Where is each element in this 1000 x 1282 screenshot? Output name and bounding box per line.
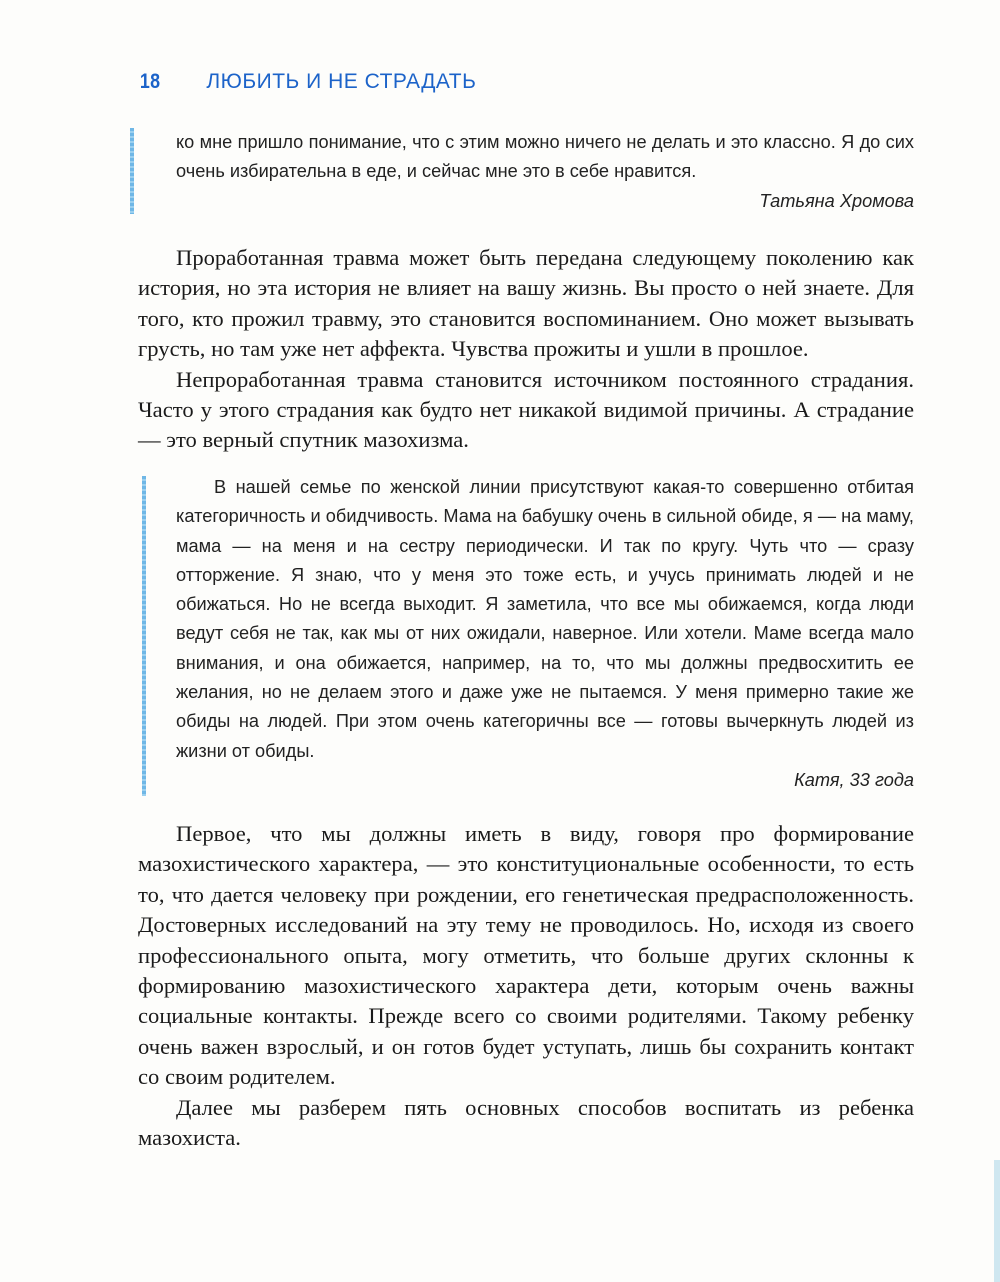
quote-block-2 — [176, 473, 914, 795]
body-section-1 — [138, 243, 914, 456]
quote-2-author: Катя, 33 года — [794, 769, 914, 790]
body-paragraph: Далее мы разберем пять основных способов воспитать из ребенка мазохиста. — [138, 1094, 914, 1151]
running-head — [138, 64, 476, 100]
page-number: 18 — [139, 70, 161, 93]
quote-block-1 — [176, 128, 914, 216]
page-edge-tint — [994, 1160, 1000, 1282]
body-section-2 — [138, 819, 914, 1153]
body-paragraph: Непроработанная травма становится источником постоянного страдания. Часто у этого страдания как будто нет никакой видимой причины. А страдание — это верный спутник мазохизма. — [138, 366, 914, 453]
quote-2-text: В нашей семье по женской линии присутствуют какая-то совершенно отбитая категоричность и обидчивость. Мама на бабушку очень в сильной обиде, я — на маму, мама — на меня и на сестру периодически. И так по кругу. Чуть что — сразу отторжение. Я знаю, что у меня это тоже есть, и учусь принимать людей и не обижаться. Но не всегда выходит. Я заметила, что все мы обижаемся, когда люди ведут себя не так, как мы от них ожидали, наверное. Или хотели. Маме всегда мало внимания, и она обижается, например, на то, что мы должны предвосхитить ее желания, но не делаем этого и даже уже не пытаемся. У меня примерно такие же обиды на людей. При этом очень категоричны все — готовы вычеркнуть людей из жизни от обиды. — [176, 477, 914, 761]
book-title: ЛЮБИТЬ И НЕ СТРАДАТЬ — [206, 70, 477, 93]
quote-bar-1 — [130, 128, 134, 214]
quote-1-text: ко мне пришло понимание, что с этим можно ничего не делать и это классно. Я до сих очень избирательна в еде, и сейчас мне это в себе нравится. — [176, 132, 914, 182]
body-paragraph: Первое, что мы должны иметь в виду, говоря про формирование мазохистического характера, — это конституциональные особенности, то есть то, что дается человеку при рождении, его генетическая предрасположенность. Достоверных исследований на эту тему не проводилось. Но, исходя из своего профессионального опыта, могу отметить, что больше других склонны к формированию мазохистического характера дети, которым очень важны социальные контакты. Прежде всего со своими родителями. Такому ребенку очень важен взрослый, и он готов будет уступать, лишь бы сохранить контакт со своим родителем. — [138, 821, 914, 1090]
body-paragraph: Проработанная травма может быть передана следующему поколению как история, но эта история не влияет на вашу жизнь. Вы просто о ней знаете. Для того, кто прожил травму, это становится воспоминанием. Оно может вызывать грусть, но там уже нет аффекта. Чувства прожиты и ушли в прошлое. — [138, 245, 914, 362]
quote-bar-2 — [142, 476, 146, 796]
quote-1-author: Татьяна Хромова — [759, 190, 914, 211]
